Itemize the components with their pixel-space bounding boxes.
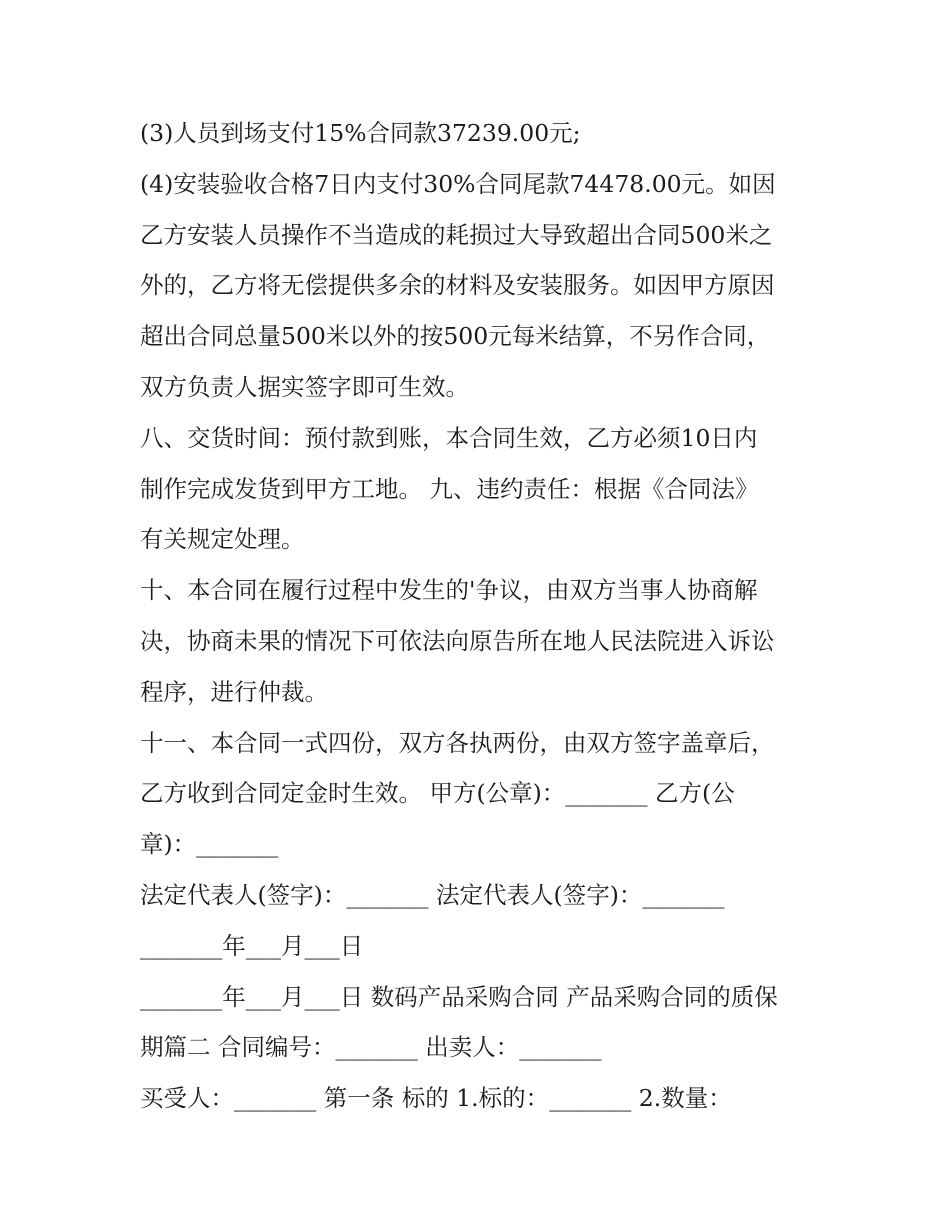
- text-line-8: 制作完成发货到甲方工地。 九、违约责任：根据《合同法》: [140, 474, 759, 503]
- text-line-12: 程序，进行仲裁。: [140, 677, 328, 706]
- text-line-15: 章)：_______: [140, 830, 279, 859]
- text-line-16: 法定代表人(签字)：_______ 法定代表人(签字)：_______: [140, 880, 725, 909]
- text-line-17: _______年___月___日: [140, 931, 364, 960]
- text-line-18: _______年___月___日 数码产品采购合同 产品采购合同的质保: [140, 982, 778, 1011]
- text-line-20: 买受人：_______ 第一条 标的 1.标的：_______ 2.数量：: [140, 1084, 732, 1113]
- text-line-13: 十一、本合同一式四份，双方各执两份，由双方签字盖章后，: [140, 728, 775, 757]
- text-line-1: (3)人员到场支付15%合同款37239.00元;: [140, 119, 581, 147]
- text-line-5: 超出合同总量500米以外的按500元每米结算，不另作合同，: [140, 322, 771, 351]
- text-line-6: 双方负责人据实签字即可生效。: [140, 372, 469, 401]
- text-line-2: (4)安装验收合格7日内支付30%合同尾款74478.00元。如因: [140, 169, 776, 198]
- contract-text: [140, 108, 820, 1124]
- text-line-14: 乙方收到合同定金时生效。 甲方(公章)：_______ 乙方(公: [140, 779, 735, 808]
- text-line-9: 有关规定处理。: [140, 525, 305, 554]
- text-line-11: 决，协商未果的情况下可依法向原告所在地人民法院进入诉讼: [140, 626, 775, 655]
- text-line-10: 十、本合同在履行过程中发生的'争议，由双方当事人协商解: [140, 576, 758, 605]
- text-line-19: 期篇二 合同编号：_______ 出卖人：_______: [140, 1033, 602, 1062]
- text-line-4: 外的，乙方将无偿提供多余的材料及安装服务。如因甲方原因: [140, 271, 775, 300]
- text-line-7: 八、交货时间：预付款到账，本合同生效，乙方必须10日内: [140, 423, 758, 452]
- text-line-3: 乙方安装人员操作不当造成的耗损过大导致超出合同500米之: [140, 220, 773, 249]
